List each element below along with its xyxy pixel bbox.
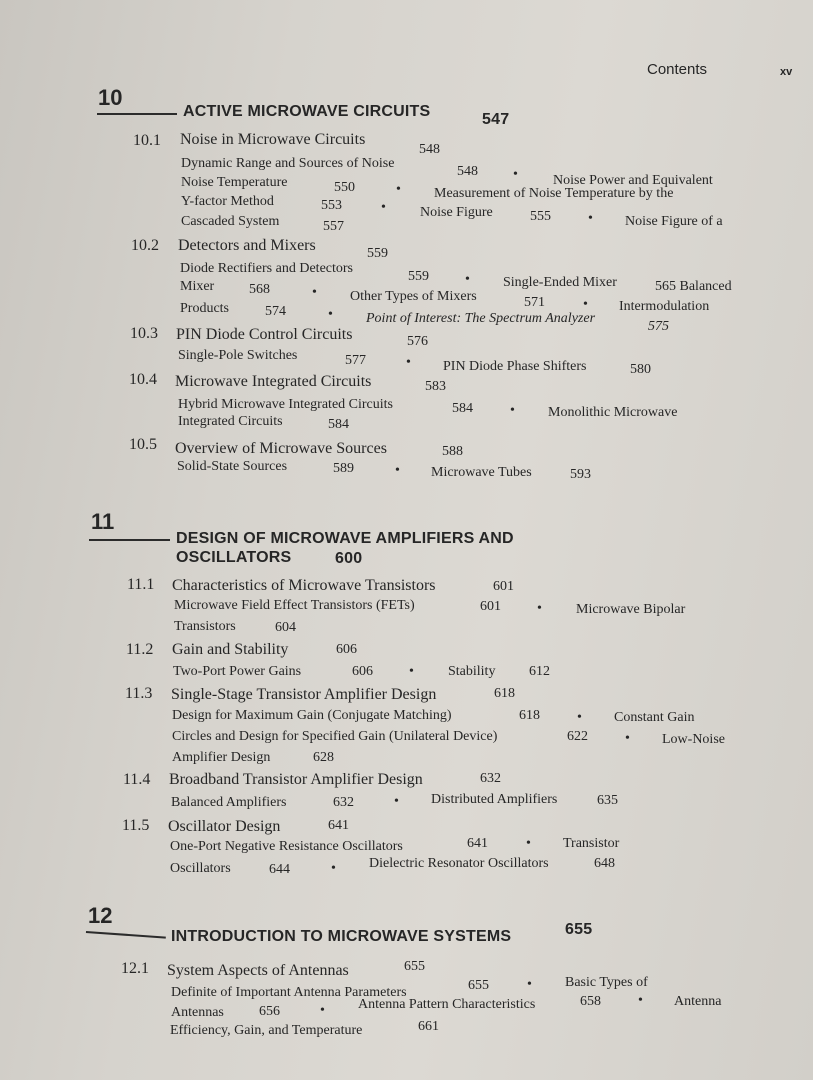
bullet-separator: • [331, 861, 336, 876]
subsection-entry: Noise Figure of a [625, 214, 723, 229]
subsection-entry: Amplifier Design [172, 750, 271, 765]
chapter-10-title: ACTIVE MICROWAVE CIRCUITS [183, 103, 431, 120]
section-page: 576 [407, 334, 428, 349]
chapter-11-title-line-1: DESIGN OF MICROWAVE AMPLIFIERS AND [176, 530, 514, 547]
subsection-page: 565 Balanced [655, 279, 732, 294]
section-page: 583 [425, 379, 446, 394]
subsection-page: 553 [321, 198, 342, 213]
subsection-page: 656 [259, 1004, 280, 1019]
subsection-page: 575 [648, 319, 669, 334]
section-number: 10.4 [129, 371, 157, 388]
subsection-page: 644 [269, 862, 290, 877]
bullet-separator: • [406, 355, 411, 370]
subsection-entry: Intermodulation [619, 299, 710, 314]
subsection-entry: Dynamic Range and Sources of Noise [181, 156, 395, 171]
subsection-entry: Definite of Important Antenna Parameters [171, 985, 407, 1000]
subsection-entry: Antenna Pattern Characteristics [358, 997, 536, 1012]
bullet-separator: • [513, 167, 518, 182]
bullet-separator: • [526, 836, 531, 851]
subsection-entry: Two-Port Power Gains [173, 664, 302, 679]
bullet-separator: • [396, 182, 401, 197]
subsection-page: 593 [570, 467, 591, 482]
subsection-entry: Antennas [171, 1005, 224, 1020]
bullet-separator: • [583, 297, 588, 312]
section-title: Overview of Microwave Sources [175, 440, 387, 457]
chapter-11-title-line-2: OSCILLATORS [176, 549, 292, 566]
section-title: Noise in Microwave Circuits [180, 131, 366, 148]
bullet-separator: • [588, 211, 593, 226]
subsection-entry: Noise Temperature [181, 175, 288, 190]
section-page: 655 [404, 959, 425, 974]
section-page: 559 [367, 246, 388, 261]
subsection-entry: Products [180, 301, 229, 316]
subsection-entry: Constant Gain [614, 710, 695, 725]
subsection-entry: Transistors [174, 619, 236, 634]
bullet-separator: • [312, 285, 317, 300]
subsection-page: 555 [530, 209, 551, 224]
bullet-separator: • [320, 1003, 325, 1018]
subsection-page: 550 [334, 180, 355, 195]
bullet-separator: • [638, 993, 643, 1008]
subsection-page: 632 [333, 795, 354, 810]
chapter-11-number: 11 [91, 509, 115, 534]
bullet-separator: • [527, 977, 532, 992]
section-page: 606 [336, 642, 357, 657]
subsection-page: 571 [524, 295, 545, 310]
bullet-separator: • [625, 731, 630, 746]
section-title: System Aspects of Antennas [167, 962, 349, 979]
section-page: 601 [493, 579, 514, 594]
section-number: 11.4 [123, 771, 151, 788]
section-number: 10.2 [131, 237, 159, 254]
subsection-entry: Measurement of Noise Temperature by the [434, 186, 674, 201]
section-page: 548 [419, 142, 440, 157]
subsection-page: 655 [468, 978, 489, 993]
section-number: 11.5 [122, 817, 150, 834]
subsection-entry: Basic Types of [565, 975, 648, 990]
subsection-entry: Solid-State Sources [177, 459, 288, 474]
subsection-page: 628 [313, 750, 334, 765]
bullet-separator: • [395, 463, 400, 478]
subsection-entry: Transistor [563, 836, 620, 851]
subsection-entry: Stability [448, 664, 496, 679]
section-page: 588 [442, 444, 463, 459]
subsection-entry: Low-Noise [662, 732, 725, 747]
subsection-page: 635 [597, 793, 618, 808]
subsection-page: 648 [594, 856, 615, 871]
chapter-10-rule [97, 113, 177, 115]
subsection-page: 618 [519, 708, 540, 723]
subsection-page: 577 [345, 353, 366, 368]
subsection-page: 658 [580, 994, 601, 1009]
chapter-11-rule [89, 539, 170, 541]
chapter-11-page: 600 [335, 550, 363, 567]
subsection-entry: Noise Power and Equivalent [553, 173, 713, 188]
section-number: 10.3 [130, 325, 158, 342]
chapter-12-number: 12 [88, 903, 113, 928]
subsection-entry: Point of Interest: The Spectrum Analyzer [366, 311, 596, 326]
section-number: 11.2 [126, 641, 154, 658]
subsection-entry: Single-Ended Mixer [503, 275, 617, 290]
bullet-separator: • [328, 307, 333, 322]
subsection-entry: Y-factor Method [181, 194, 274, 209]
chapter-10-number: 10 [98, 85, 123, 110]
section-number: 11.1 [127, 576, 155, 593]
section-title: PIN Diode Control Circuits [176, 326, 353, 343]
subsection-page: 557 [323, 219, 344, 234]
subsection-entry: Single-Pole Switches [178, 348, 298, 363]
subsection-entry: Efficiency, Gain, and Temperature [170, 1023, 363, 1038]
subsection-page: 622 [567, 729, 588, 744]
subsection-page: 604 [275, 620, 296, 635]
subsection-entry: Microwave Bipolar [576, 602, 686, 617]
subsection-page: 580 [630, 362, 651, 377]
subsection-entry: Distributed Amplifiers [431, 792, 558, 807]
section-number: 11.3 [125, 685, 153, 702]
subsection-entry: Microwave Tubes [431, 465, 532, 480]
subsection-page: 559 [408, 269, 429, 284]
section-title: Single-Stage Transistor Amplifier Design [171, 686, 437, 703]
subsection-page: 661 [418, 1019, 439, 1034]
bullet-separator: • [394, 794, 399, 809]
subsection-page: 568 [249, 282, 270, 297]
section-number: 10.1 [133, 132, 161, 149]
subsection-page: 589 [333, 461, 354, 476]
subsection-entry: Other Types of Mixers [350, 289, 477, 304]
subsection-page: 584 [328, 417, 349, 432]
section-title: Microwave Integrated Circuits [175, 373, 372, 390]
section-page: 618 [494, 686, 515, 701]
chapter-10-page: 547 [482, 111, 510, 128]
bullet-separator: • [381, 200, 386, 215]
subsection-entry: Noise Figure [420, 205, 493, 220]
bullet-separator: • [577, 710, 582, 725]
subsection-page: 574 [265, 304, 286, 319]
subsection-page: 606 [352, 664, 373, 679]
bullet-separator: • [409, 664, 414, 679]
subsection-entry: One-Port Negative Resistance Oscillators [170, 839, 403, 854]
chapter-12-rule [86, 931, 166, 938]
subsection-entry: Integrated Circuits [178, 414, 283, 429]
section-number: 12.1 [121, 960, 149, 977]
subsection-page: 584 [452, 401, 473, 416]
chapter-12-title: INTRODUCTION TO MICROWAVE SYSTEMS [171, 928, 512, 945]
subsection-page: 548 [457, 164, 478, 179]
chapter-12-page: 655 [565, 921, 593, 938]
bullet-separator: • [465, 272, 470, 287]
subsection-entry: Hybrid Microwave Integrated Circuits [178, 397, 393, 412]
section-title: Characteristics of Microwave Transistors [172, 577, 436, 594]
page-number: xv [780, 66, 793, 78]
subsection-entry: Balanced Amplifiers [171, 795, 287, 810]
section-title: Gain and Stability [172, 641, 289, 658]
running-header-contents: Contents [647, 61, 708, 78]
subsection-entry: Circles and Design for Specified Gain (Unilateral Device) [172, 729, 498, 744]
bullet-separator: • [510, 403, 515, 418]
subsection-entry: Antenna [674, 994, 722, 1009]
subsection-entry: Monolithic Microwave [548, 405, 678, 420]
subsection-page: 612 [529, 664, 550, 679]
subsection-entry: Dielectric Resonator Oscillators [369, 856, 549, 871]
section-title: Oscillator Design [168, 818, 281, 835]
subsection-entry: PIN Diode Phase Shifters [443, 359, 587, 374]
subsection-entry: Mixer [180, 279, 215, 294]
section-title: Detectors and Mixers [178, 237, 316, 254]
section-title: Broadband Transistor Amplifier Design [169, 771, 423, 788]
section-number: 10.5 [129, 436, 157, 453]
subsection-entry: Microwave Field Effect Transistors (FETs) [174, 598, 415, 613]
subsection-entry: Cascaded System [181, 214, 280, 229]
section-page: 632 [480, 771, 501, 786]
section-page: 641 [328, 818, 349, 833]
subsection-page: 641 [467, 836, 488, 851]
subsection-entry: Oscillators [170, 861, 231, 876]
bullet-separator: • [537, 601, 542, 616]
subsection-entry: Design for Maximum Gain (Conjugate Matching) [172, 708, 452, 723]
subsection-entry: Diode Rectifiers and Detectors [180, 261, 353, 276]
subsection-page: 601 [480, 599, 501, 614]
